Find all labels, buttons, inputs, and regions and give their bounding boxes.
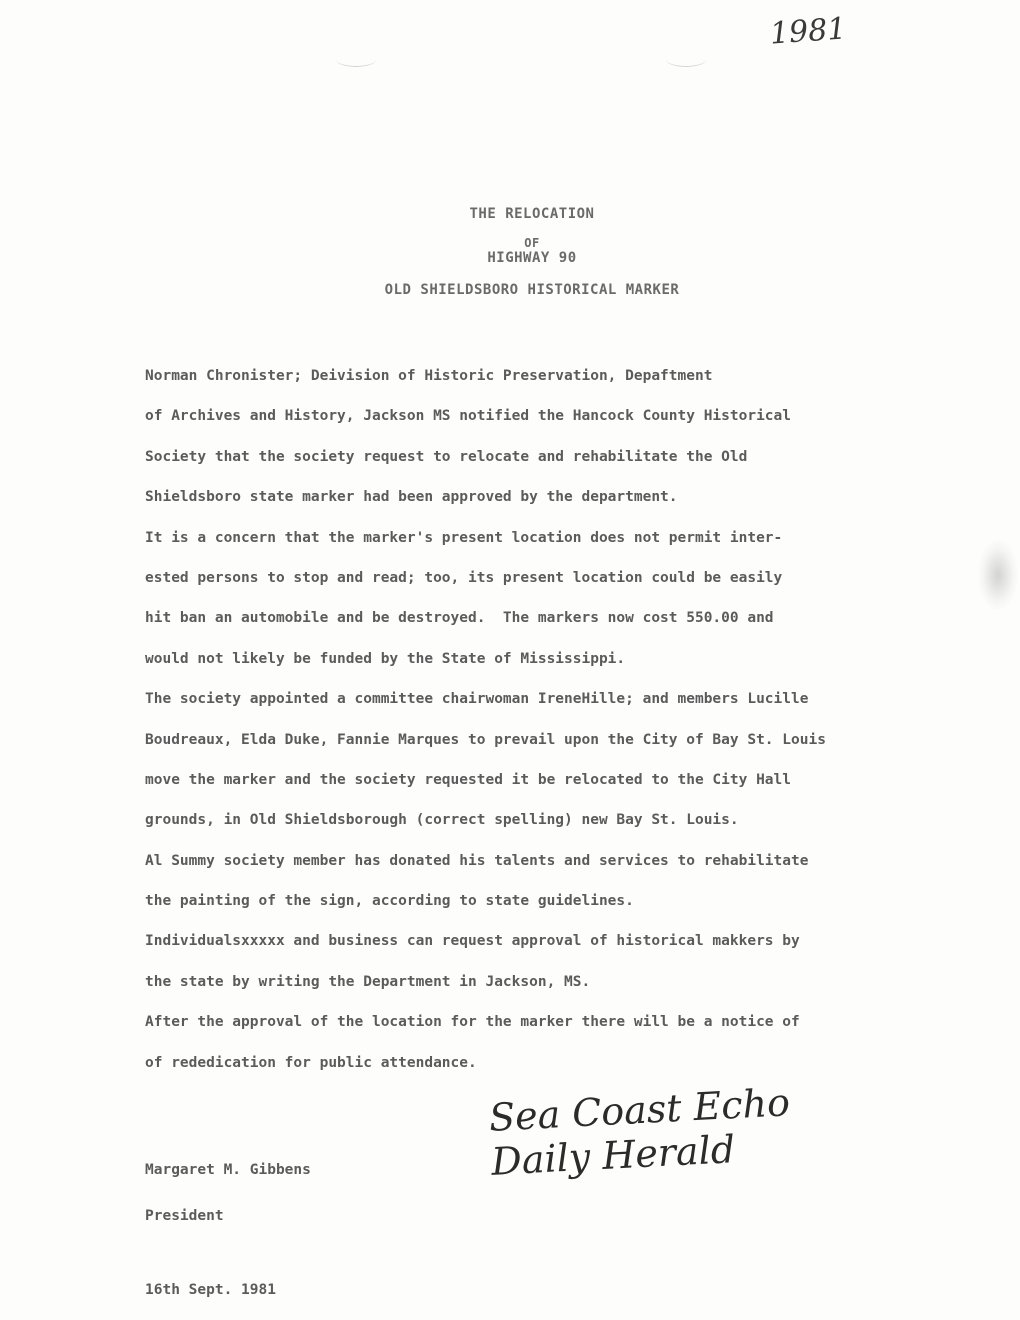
author-name: Margaret M. Gibbens [145,1162,311,1178]
handwritten-year-note: 1981 [768,11,848,52]
handwritten-publication-note [488,1080,793,1184]
title-line-2: OF [524,236,540,250]
body-line: After the approval of the location for the marker there will be a notice of [145,1014,800,1031]
body-line: Al Summy society member has donated his talents and services to rehabilitate [145,852,809,869]
title-line-1: THE RELOCATION [469,206,595,222]
body-line: It is a concern that the marker's present location does not permit inter- [145,529,783,546]
body-line: the painting of the sign, according to state guidelines. [145,893,634,910]
document-date: 16th Sept. 1981 [145,1282,276,1298]
body-line: the state by writing the Department in Jackson, MS. [145,973,591,990]
body-line: of Archives and History, Jackson MS notified the Hancock County Historical [145,408,792,425]
body-line: Society that the society request to relocate and rehabilitate the Old [145,448,748,465]
body-line: ested persons to stop and read; too, its present location could be easily [145,569,783,586]
body-line: hit ban an automobile and be destroyed. The markers now cost 550.00 and [145,610,774,627]
body-line: Individualsxxxxx and business can request approval of historical makkers by [145,933,800,950]
page-smudge [978,540,1018,610]
body-line: Shieldsboro state marker had been approved by the department. [145,489,678,506]
body-line: grounds, in Old Shieldsborough (correct spelling) new Bay St. Louis. [145,812,739,829]
title-line-4: OLD SHIELDSBORO HISTORICAL MARKER [384,282,680,298]
page-mark-left [336,52,376,67]
page-mark-right [666,52,706,67]
body-line: Norman Chronister; Deivision of Historic Preservation, Depaftment [145,368,713,384]
body-line: Boudreaux, Elda Duke, Fannie Marques to prevail upon the City of Bay St. Louis [145,731,826,748]
body-line: move the marker and the society requested it be relocated to the City Hall [145,771,792,788]
body-line: would not likely be funded by the State of Mississippi. [145,650,626,667]
body-line: The society appointed a committee chairwoman IreneHille; and members Lucille [145,691,809,708]
body-line: of rededication for public attendance. [145,1054,477,1071]
author-title: President [145,1208,224,1224]
handwritten-line-2: Daily Herald [490,1127,737,1184]
handwritten-line-1: Sea Coast Echo [487,1080,791,1140]
title-line-3: HIGHWAY 90 [487,250,577,266]
body-text [145,356,965,1083]
